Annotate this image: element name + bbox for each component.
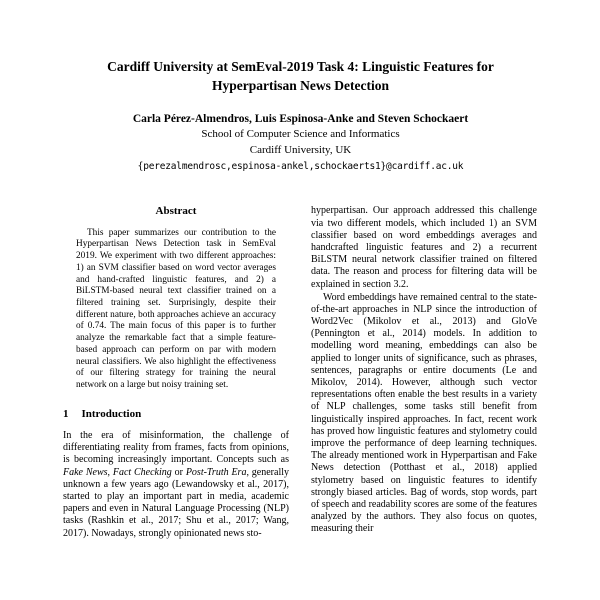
- affiliation-line-2: Cardiff University, UK: [249, 144, 352, 157]
- intro-paragraph: In the era of misinformation, the challenge of differentiating reality from frames, facts from opinions, is becoming increasingly important. Concepts such as Fake News, Fact Checking or Post-Truth Era, generally unknown a few years ago (Lewandowsky et al., 2017), started to play an important part in media, academic papers and even in Natural Language Processing (NLP) tasks (Rashkin et al., 2017; Shu et al., 2017; Wang, 2017). Nowadays, strongly opinionated news sto-: [63, 430, 289, 539]
- section-1-number: 1: [63, 407, 69, 420]
- email-line: {perezalmendrosc,espinosa-ankel,schockaerts1}@cardiff.ac.uk: [137, 161, 464, 173]
- paper-title: [63, 58, 538, 96]
- section-1-label: Introduction: [81, 407, 142, 420]
- affiliation-line-1: School of Computer Science and Informatics: [201, 127, 400, 140]
- abstract-heading: Abstract: [155, 205, 197, 218]
- section-1-heading: [63, 408, 289, 421]
- paper-title-line-2: Hyperpartisan News Detection: [212, 77, 389, 93]
- paper-title-line-1: Cardiff University at SemEval-2019 Task 4: Linguistic Features for: [107, 59, 494, 74]
- right-column: [311, 205, 537, 539]
- two-column-body: [63, 205, 538, 539]
- abstract-body: [63, 228, 289, 392]
- left-column: [63, 205, 289, 539]
- authors-line: Carla Pérez-Almendros, Luis Espinosa-Anke and Steven Schockaert: [132, 112, 469, 125]
- abstract-text: This paper summarizes our contribution to the Hyperpartisan News Detection task in SemEval 2019. We experiment with two different approaches: 1) an SVM classifier based on word vector averages and hand-crafted linguistic features, and 2) a BiLSTM-based neural text classifier trained on a filtered training set. Surprisingly, despite their different nature, both approaches achieve an accuracy of 0.74. The main focus of this paper is to further analyze the remarkable fact that a simple feature-based approach can perform on par with modern neural classifiers. We also highlight the effectiveness of our filtering strategy for training the neural network on a large but noisy training set.: [76, 227, 276, 390]
- body-paragraph-1: hyperpartisan. Our approach addressed this challenge via two different models, which included 1) an SVM classifier based on word embeddings averages and handcrafted linguistic features and 2) a recurrent BiLSTM neural network classifier trained on filtered data. The reason and process for filtering data will be explained in section 3.2.: [311, 205, 537, 290]
- body-paragraph-2: Word embeddings have remained central to the state-of-the-art approaches in NLP since the introduction of Word2Vec (Mikolov et al., 2013) and GloVe (Pennington et al., 2014) models. In addition to modelling word meaning, embeddings can also be applied to longer units of significance, such as phrases, sentences, paragraphs or entire documents (Le and Mikolov, 2014). However, although such vector representations often enable the best results in a variety of NLP challenges, some tasks still benefit from linguistically inspired approaches. In fact, recent work has proved how linguistic features and stylometry could improve the performance of deep learning techniques. The already mentioned work in Hyperpartisan and Fake News detection (Potthast et al., 2018) applied stylometry based on linguistic features to identify strongly biased articles. Bag of words, stop words, part of speech and readability scores are some of the features analyzed by the authors. They also focus on quotes, measuring their: [311, 291, 537, 535]
